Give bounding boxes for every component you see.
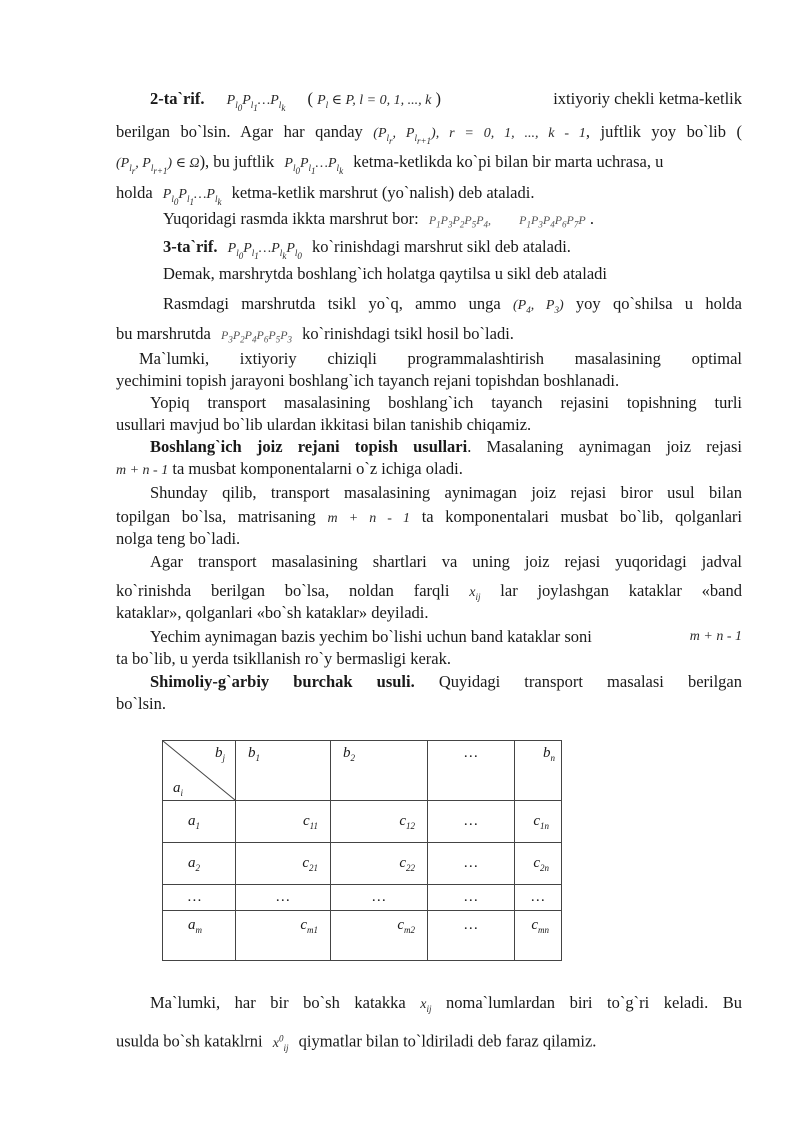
para4-line2 [116,323,742,350]
para-definition-2-line1 [150,88,742,119]
text-segment: bu marshrutda [116,324,211,343]
para6-line2: usullari mavjud bo`lib ulardan ikkitasi bilan tanishib chiqamiz. [116,415,532,434]
text-segment: ketma-ketlik marshrut (yo`nalish) deb ataladi. [231,183,535,202]
header-b2: $b_2$ [331,741,428,801]
text-segment: ), bu juftlik [199,152,275,171]
formula-sequence: $P_{l_0}P_{l_1}\dots P_{l_k}$ [284,156,344,176]
cell-ellipsis: … [428,801,515,843]
formula-xij0: $x^0_{ij}$ [272,1033,289,1053]
definition-3-line [163,236,742,267]
text-segment: topilgan bo`lsa, matrisaning [116,507,316,526]
text-segment: ko`rinishdagi tsikl hosil bo`ladi. [302,324,514,343]
formula-mn1: m + n - 1 [327,511,410,526]
text-segment: berilgan bo`lsin. Agar har qanday [116,122,363,141]
route-2: $P_1P_3P_4P_6P_7P$ [519,213,586,230]
para9-line3: kataklar», qolganlari «bo`sh kataklar» deyiladi. [116,603,429,622]
para8-line1: Shunday qilib, transport masalasining aynimagan joiz rejasi biror usul bilan [150,483,742,502]
text-segment: yoy qo`shilsa u holda [575,294,742,313]
table-row [163,911,562,961]
cost-c2n: $c_{2n}$ [515,843,562,885]
para7-line2 [116,458,742,482]
text-segment: noma`lumlardan biri to`g`ri keladi. Bu [446,993,742,1012]
formula-pair-in-omega: ($P_{l_r}$, $P_{l_{r+1}}$) ∈ Ω [116,156,200,176]
transport-table [162,740,562,960]
formula-xij: $x_{ij}$ [420,997,432,1014]
text-segment: usulda bo`sh kataklrni [116,1031,263,1051]
text-segment: . [589,209,594,228]
para10-line1 [150,626,742,648]
para6-line1: Yopiq transport masalasining boshlang`ich tayanch rejasini topishning turli [150,393,742,412]
cell-ellipsis: … [236,885,331,911]
cond-close: ) [435,89,441,108]
text-segment: Rasmdagi marshrutda tsikl yo`q, ammo unga [163,294,501,313]
formula-cycle: $P_{l_0}P_{l_1}\dots P_{l_k}P_{l_0}$ [227,241,302,261]
text-segment: ko`rinishda berilgan bo`lsa, noldan farqli [116,581,450,600]
northwest-corner-heading: Shimoliy-g`arbiy burchak usuli. [150,672,415,691]
para8-line3: nolga teng bo`ladi. [116,529,241,548]
formula-pair: ($P_{l_r}$, $P_{l_{r+1}}$) [373,126,436,146]
cell-ellipsis: … [428,911,515,961]
text-segment: . Masalaning aynimagan joiz rejasi [467,437,742,456]
header-ai: $a_i$ [173,780,184,798]
para7-line1 [150,436,742,458]
routes-line [163,208,742,235]
formula-pair: ($P_4$, $P_3$) [513,298,564,315]
text-segment: ta musbat komponentalarni o`z ichiga oladi. [172,459,463,478]
corner-cell [163,741,236,801]
para12-line1 [150,992,742,1020]
para12-line2 [116,1027,742,1058]
para11-line2: bo`lsin. [116,694,166,713]
header-ellipsis: … [428,741,515,801]
cell-ellipsis: … [515,885,562,911]
cost-c1n: $c_{1n}$ [515,801,562,843]
table-row-ellipsis [163,885,562,911]
text-segment: Ma`lumki, har bir bo`sh katakka [150,993,406,1012]
cell-ellipsis: … [163,885,236,911]
para11-line1 [150,671,742,693]
table-row [163,843,562,885]
formula-condition: $P_l$ ∈ P, l = 0, 1, ..., k [317,93,432,110]
text-segment: Quyidagi transport masalasi berilgan [438,672,743,691]
text-segment: holda [116,183,153,202]
text-segment: Yechim aynimagan bazis yechim bo`lishi uchun band kataklar soni [150,627,592,646]
text-segment: lar joylashgan kataklar «band [500,581,742,600]
formula-range: , r = 0, 1, ..., k - 1 [435,126,586,141]
table-row [163,801,562,843]
cell-ellipsis: … [428,885,515,911]
cost-c12: $c_{12}$ [331,801,428,843]
header-bn: $b_n$ [515,741,562,801]
table-header-row [163,741,562,801]
supply-a2: $a_2$ [163,843,236,885]
text-segment: , juftlik yoy bo`lib ( [585,122,742,141]
text-segment: ketma-ketlikda ko`pi bilan bir marta uchrasa, u [353,152,664,171]
text-segment: ta komponentalari musbat bo`lib, qolganlari [421,507,743,526]
formula-cycle: $P_3P_2P_4P_6P_5P_3$ [220,328,293,345]
cost-c22: $c_{22}$ [331,843,428,885]
cost-cmn: $c_{mn}$ [515,911,562,961]
formula-mn1: m + n - 1 [116,463,169,478]
header-b1: $b_1$ [236,741,331,801]
header-bj: $b_j$ [214,745,225,763]
formula-mn1: m + n - 1 [689,629,742,644]
definition-3-line2: Demak, marshrytda boshlang`ich holatga qaytilsa u sikl deb ataladi [163,264,608,283]
route-1: $P_1P_3P_2P_5P_4$, [428,213,492,230]
formula-sequence: $P_{l_0}P_{l_1}\dots P_{l_k}$ [226,93,286,113]
cond-open: ( [307,89,313,108]
methods-heading: Boshlang`ich joiz rejani topish usullari [150,437,468,456]
para-definition-2-line3 [116,151,742,182]
definition-2-tail: ixtiyoriy chekli ketma-ketlik [553,89,742,108]
cell-ellipsis: … [331,885,428,911]
supply-am: $a_m$ [163,911,236,961]
text-segment: qiymatlar bilan to`ldiriladi deb faraz qilamiz. [298,1031,597,1051]
para9-line1: Agar transport masalasining shartlari va uning joiz rejasi yuqoridagi jadval [150,552,742,571]
cost-c21: $c_{21}$ [236,843,331,885]
para5-line2: yechimini topish jarayoni boshlang`ich tayanch rejani topishdan boshlanadi. [116,371,620,390]
para8-line2 [116,506,742,530]
definition-2-label: 2-ta`rif. [150,89,205,108]
cost-c11: $c_{11}$ [236,801,331,843]
para5-line1: Ma`lumki, ixtiyoriy chiziqli programmalashtirish masalasining optimal [139,349,742,368]
text-segment: Yuqoridagi rasmda ikkta marshrut bor: [163,209,419,228]
cost-cm2: $c_{m2}$ [331,911,428,961]
para-definition-2-line2 [116,121,742,152]
formula-sequence: $P_{l_0}P_{l_1}\dots P_{l_k}$ [162,187,222,207]
para4-line1 [163,293,742,321]
para10-line2: ta bo`lib, u yerda tsikllanish ro`y bermasligi kerak. [116,649,451,668]
cell-ellipsis: … [428,843,515,885]
supply-a1: $a_1$ [163,801,236,843]
definition-3-label: 3-ta`rif. [163,237,218,256]
text-segment: ko`rinishdagi marshrut sikl deb ataladi. [312,237,571,256]
formula-xij: $x_{ij}$ [469,585,481,602]
cost-cm1: $c_{m1}$ [236,911,331,961]
